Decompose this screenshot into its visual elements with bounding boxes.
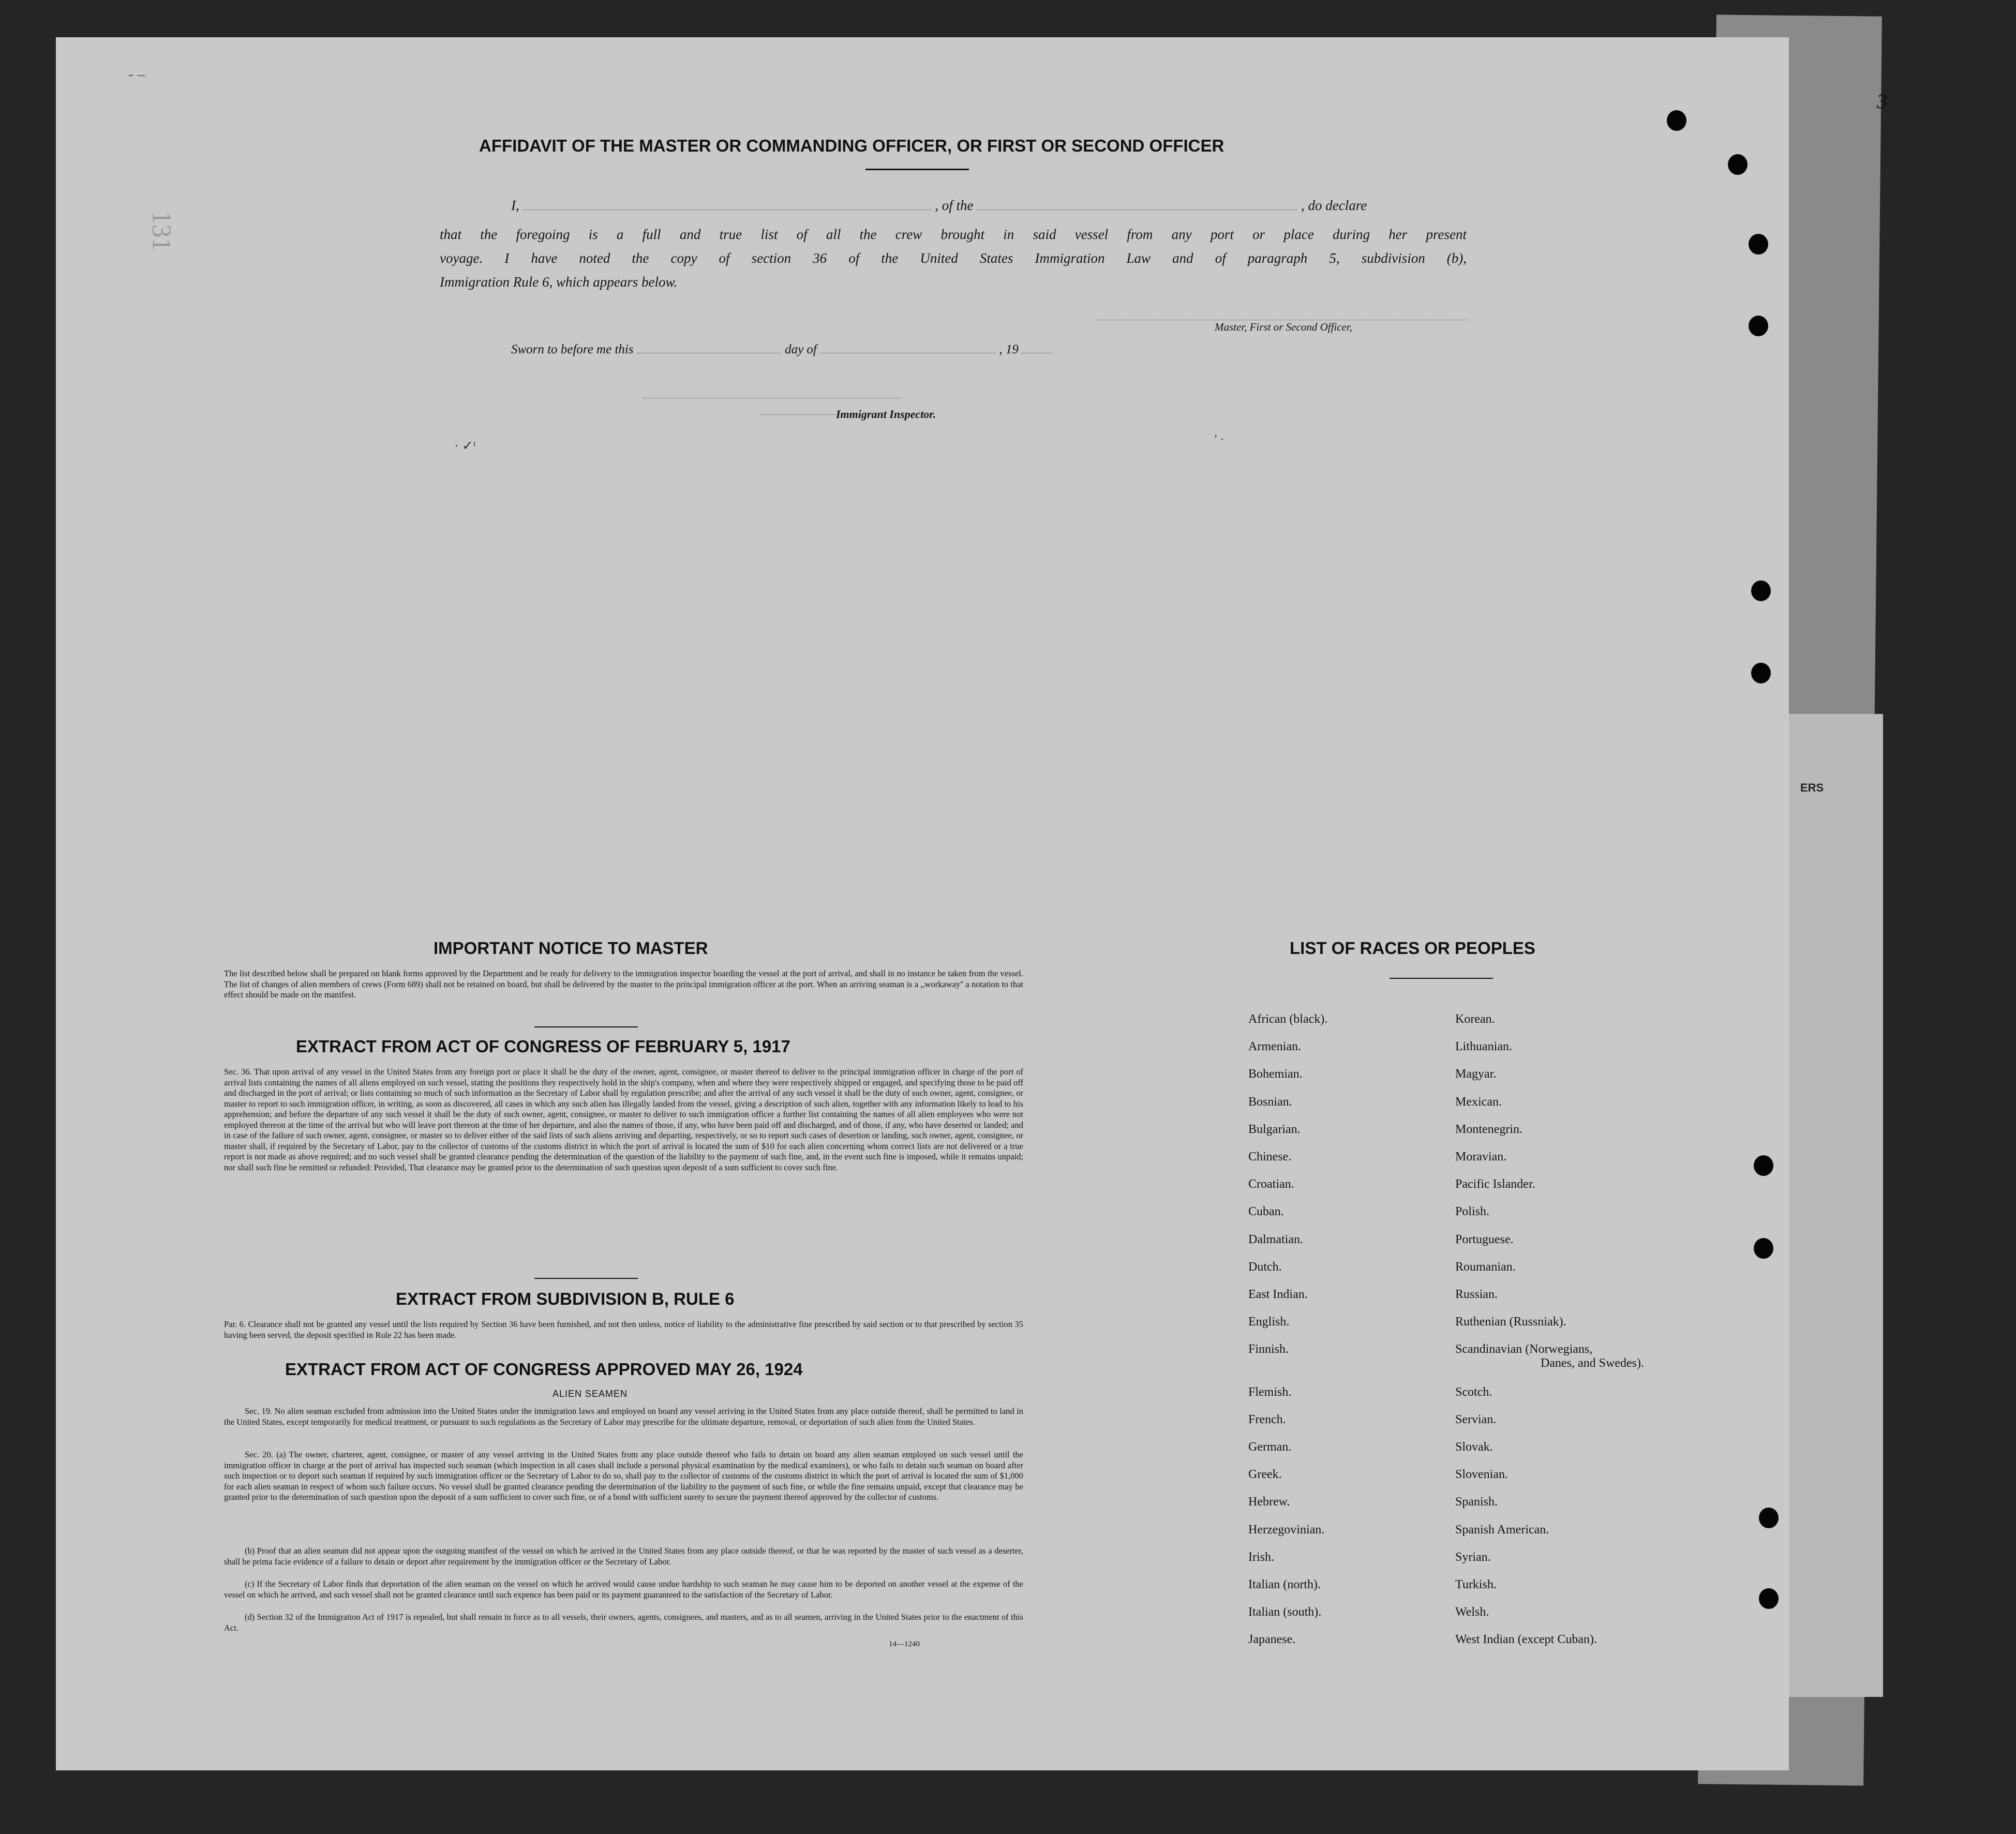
race-item: Greek.: [1248, 1468, 1282, 1482]
race-item: Pacific Islander.: [1455, 1177, 1535, 1191]
punch-hole: [1749, 316, 1768, 336]
races-rule: [1390, 978, 1493, 979]
race-item: Herzegovinian.: [1248, 1523, 1325, 1537]
races-title: LIST OF RACES OR PEOPLES: [1290, 938, 1535, 958]
manifest-page: [56, 37, 1887, 1770]
punch-hole: [1667, 110, 1686, 131]
race-item: Roumanian.: [1455, 1260, 1516, 1274]
race-item: Welsh.: [1455, 1605, 1489, 1619]
rule6-body: Par. 6. Clearance shall not be granted any vessel until the lists required by Section 36 have been furnished, and not then unless, notice of liability to the administrative fine prescribed by said section or to that prescribed by section 35 having been served, the deposit specified in Rule 22 has been made.: [224, 1319, 1023, 1340]
sworn-line: [511, 342, 1053, 357]
punch-hole: [1759, 1508, 1779, 1528]
punch-hole: [1754, 1238, 1773, 1259]
sec-19-paragraph: Sec. 19. No alien seaman excluded from admission into the United States under the immigration laws and employed on board any vessel arriving in the United States from any place outside thereof, shall be permitted to land in the United States, except temporarily for medical treatment, or pursuant to such regulations as the Secretary of Labor may prescribe for the ultimate departure, removal, or deportation of such alien from the United States.: [224, 1406, 1023, 1427]
punch-hole: [1759, 1588, 1779, 1609]
vessel-blank: [977, 199, 1297, 210]
affidavit-of-the: , of the: [935, 198, 974, 213]
affidavit-title: AFFIDAVIT OF THE MASTER OR COMMANDING OFFICER, OR FIRST OR SECOND OFFICER: [479, 136, 1224, 155]
month-blank: [820, 342, 996, 353]
form-number: 14—1240: [889, 1640, 920, 1648]
race-item: Bosnian.: [1248, 1095, 1292, 1109]
race-item: Bohemian.: [1248, 1067, 1303, 1081]
race-item: Montenegrin.: [1455, 1122, 1522, 1136]
affidavit-i: I,: [511, 198, 519, 213]
race-item: Scotch.: [1455, 1385, 1492, 1399]
day-blank: [637, 342, 782, 353]
race-item: English.: [1248, 1315, 1290, 1329]
race-item: Cuban.: [1248, 1205, 1284, 1219]
race-item: French.: [1248, 1412, 1286, 1426]
year-blank: [1022, 342, 1053, 353]
sec-20c-paragraph: (c) If the Secretary of Labor finds that deportation of the alien seaman on the vessel on which he arrived would cause undue hardship to such seaman he may cause him to be deported on another vessel at the expense of the vessel on which he arrived, and such vessel shall not be granted clearance until such expence has been paid or its payment guaranteed to the satisfaction of the Secretary of Labor.: [224, 1579, 1023, 1600]
race-item: Syrian.: [1455, 1550, 1491, 1564]
day-of-text: day of: [785, 342, 817, 356]
extract-1924-title: EXTRACT FROM ACT OF CONGRESS APPROVED MAY 26, 1924: [285, 1360, 803, 1379]
affidavit-line-2: that the foregoing is a full and true list of all the crew brought in said vessel from any port or place during her present: [440, 227, 1467, 242]
race-item: Flemish.: [1248, 1385, 1292, 1399]
race-item: Finnish.: [1248, 1343, 1289, 1356]
extract-1917-body: Sec. 36. That upon arrival of any vessel in the United States from any foreign port or place it shall be the duty of the owner, agent, consignee, or master thereof to deliver to the principal immigration officer in charge of the port of arrival lists containing the names of all aliens employed on such vessel, stating the positions they respectively hold in the ship's company, when and where they were respectively shipped or engaged, and specifying those to be paid off and discharged in the port of arrival; or lists containing so much of such information as the Secretary of Labor shall by regulation prescribe; and after the arrival of any such vessel it shall be the duty of such owner, agent, consignee, or master to report to such immigration officer, in writing, as soon as discovered, all cases in which any such alien has illegally landed from the vessel, giving a description of such alien, together with any information likely to lead to his apprehension; and before the departure of any such vessel it shall be the duty of such owner, agent, consignee, or master to deliver to such immigration officer a further list containing the names of all alien employees who were not employed thereon at the time of the arrival but who will leave port thereon at the time of her departure, and also the names of those, if any, who have been paid off and discharged, and of those, if any, who have deserted or landed; and in case of the failure of such owner, agent, consignee, or master so to deliver either of the said lists of such aliens arriving and departing, respectively, or so to report such cases of desertion or landing, such owner, agent, consignee, or master shall, if required by the Secretary of Labor, pay to the collector of customs of the customs district in which the port of arrival is located the sum of $10 for each alien concerning whom correct lists are not delivered or a true report is not made as above required; and no such vessel shall be granted clearance pending the determination of the question of the liability to the payment of such fine, and, in the event such fine is imposed, while it remains unpaid; nor shall such fine be remitted or refunded: Provided, That clearance may be granted prior to the determination of such question upon deposit of a sum sufficient to cover such fine.: [224, 1067, 1023, 1172]
race-item: Croatian.: [1248, 1177, 1294, 1191]
title-rule: [865, 169, 969, 170]
sec-20b-paragraph: (b) Proof that an alien seaman did not appear upon the outgoing manifest of the vessel on which he arrived in the United States from any place outside thereof, or that he was reported by the master of such vessel as a deserter, shall be prima facie evidence of a failure to detain or deport after requirement by the immigration officer or the Secretary of Labor.: [224, 1546, 1023, 1567]
stray-mark: ' ·: [1215, 433, 1224, 446]
alien-seamen-subtitle: ALIEN SEAMEN: [552, 1389, 628, 1399]
race-item: Hebrew.: [1248, 1495, 1290, 1509]
race-item: Spanish American.: [1455, 1523, 1549, 1537]
handwritten-page-number: 3: [1877, 90, 1887, 113]
race-item: African (black).: [1248, 1012, 1328, 1026]
race-item: Slovak.: [1455, 1440, 1493, 1454]
race-item: Turkish.: [1455, 1578, 1497, 1591]
race-item: Polish.: [1455, 1205, 1490, 1219]
race-item: Chinese.: [1248, 1150, 1292, 1164]
race-item: Bulgarian.: [1248, 1122, 1301, 1136]
race-item: Scandinavian (Norwegians,: [1455, 1343, 1593, 1356]
extract-1917-title: EXTRACT FROM ACT OF CONGRESS OF FEBRUARY 5, 1917: [296, 1037, 790, 1056]
notice-body: The list described below shall be prepared on blank forms approved by the Department and be ready for delivery to the immigration inspector boarding the vessel at the port of arrival, and shall in no instance be taken from the vessel. The list of changes of alien members of crews (Form 689) shall not be retained on board, but shall be delivered by the master to the principal immigration officer at the port. When an arriving seaman is a ,,workaway'' a notation to that effect should be made on the manifest.: [224, 968, 1023, 1000]
race-item: Korean.: [1455, 1012, 1495, 1026]
affidavit-line-1: [511, 198, 1367, 214]
stray-mark: · ✓ᵗ: [454, 438, 476, 453]
edge-text-fragment: ERS: [1800, 781, 1824, 794]
punch-hole: [1749, 234, 1768, 255]
handwritten-margin-number: 131: [146, 211, 176, 251]
sec-20-paragraph: Sec. 20. (a) The owner, charterer, agent, consignee, or master of any vessel arriving in the United States from any place outside thereof who fails to detain on board any alien seaman employed on such vessel until the immigration officer in charge at the port of arrival has inspected such seaman (which inspection in all cases shall include a personal physical examination by the medical examiners), or who fails to detain such seaman on board after such inspection or to deport such seaman if required by such immigration officer or the Secretary of Labor to do so, shall pay to the collector of customs of the customs district in which the port of arrival is located the sum of $1,000 for each alien seaman in respect of whom such failure occurs. No vessel shall be granted clearance pending the determination of the liability to the payment of such fine, or while the fine remains unpaid, except that clearance may be granted prior to the determination of such question upon the deposit of a sum sufficient to cover such fine, or of a bond with sufficient surety to secure the payment thereof approved by the collector of customs.: [224, 1450, 1023, 1502]
race-item: Danes, and Swedes).: [1541, 1356, 1644, 1370]
race-item: Ruthenian (Russniak).: [1455, 1315, 1566, 1329]
race-item: Mexican.: [1455, 1095, 1502, 1109]
notice-title: IMPORTANT NOTICE TO MASTER: [434, 938, 708, 958]
race-item: Italian (north).: [1248, 1578, 1321, 1591]
punch-hole: [1728, 154, 1748, 175]
race-item: Portuguese.: [1455, 1232, 1514, 1246]
affidavit-line-4: Immigration Rule 6, which appears below.: [440, 274, 678, 290]
race-item: Dalmatian.: [1248, 1232, 1303, 1246]
race-item: Slovenian.: [1455, 1468, 1508, 1482]
race-item: Irish.: [1248, 1550, 1274, 1564]
race-item: Armenian.: [1248, 1040, 1301, 1054]
punch-hole: [1751, 580, 1771, 601]
race-item: East Indian.: [1248, 1288, 1308, 1301]
race-item: Italian (south).: [1248, 1605, 1322, 1619]
name-blank: [523, 199, 932, 210]
sworn-text: Sworn to before me this: [511, 342, 634, 356]
inspector-label: Immigrant Inspector.: [836, 408, 936, 421]
punch-hole: [1754, 1155, 1773, 1176]
affidavit-declare: , do declare: [1301, 198, 1367, 213]
signature-label: Master, First or Second Officer,: [1215, 321, 1352, 333]
race-item: Moravian.: [1455, 1150, 1507, 1164]
notice-rule: [534, 1026, 638, 1027]
year-text: , 19: [999, 342, 1019, 356]
race-item: Servian.: [1455, 1412, 1497, 1426]
race-item: Lithuanian.: [1455, 1040, 1512, 1054]
affidavit-line-3: voyage. I have noted the copy of section 36 of the United States Immigration Law and of paragraph 5, subdivision (b),: [440, 250, 1467, 266]
race-item: German.: [1248, 1440, 1292, 1454]
race-item: West Indian (except Cuban).: [1455, 1633, 1597, 1647]
inspector-line-short: [759, 414, 842, 415]
race-item: Japanese.: [1248, 1633, 1296, 1647]
race-item: Magyar.: [1455, 1067, 1497, 1081]
punch-hole: [1751, 663, 1771, 683]
stray-mark: ‐ ‒: [128, 66, 145, 83]
sec-20d-paragraph: (d) Section 32 of the Immigration Act of 1917 is repealed, but shall remain in force as to all vessels, their owners, agents, consignees, and masters, and as to all seamen, arriving in the United States prior to the enactment of this Act.: [224, 1612, 1023, 1633]
race-item: Russian.: [1455, 1288, 1498, 1301]
race-item: Spanish.: [1455, 1495, 1498, 1509]
rule6-title: EXTRACT FROM SUBDIVISION B, RULE 6: [396, 1289, 735, 1308]
race-item: Dutch.: [1248, 1260, 1282, 1274]
extract-1917-rule: [534, 1278, 638, 1279]
